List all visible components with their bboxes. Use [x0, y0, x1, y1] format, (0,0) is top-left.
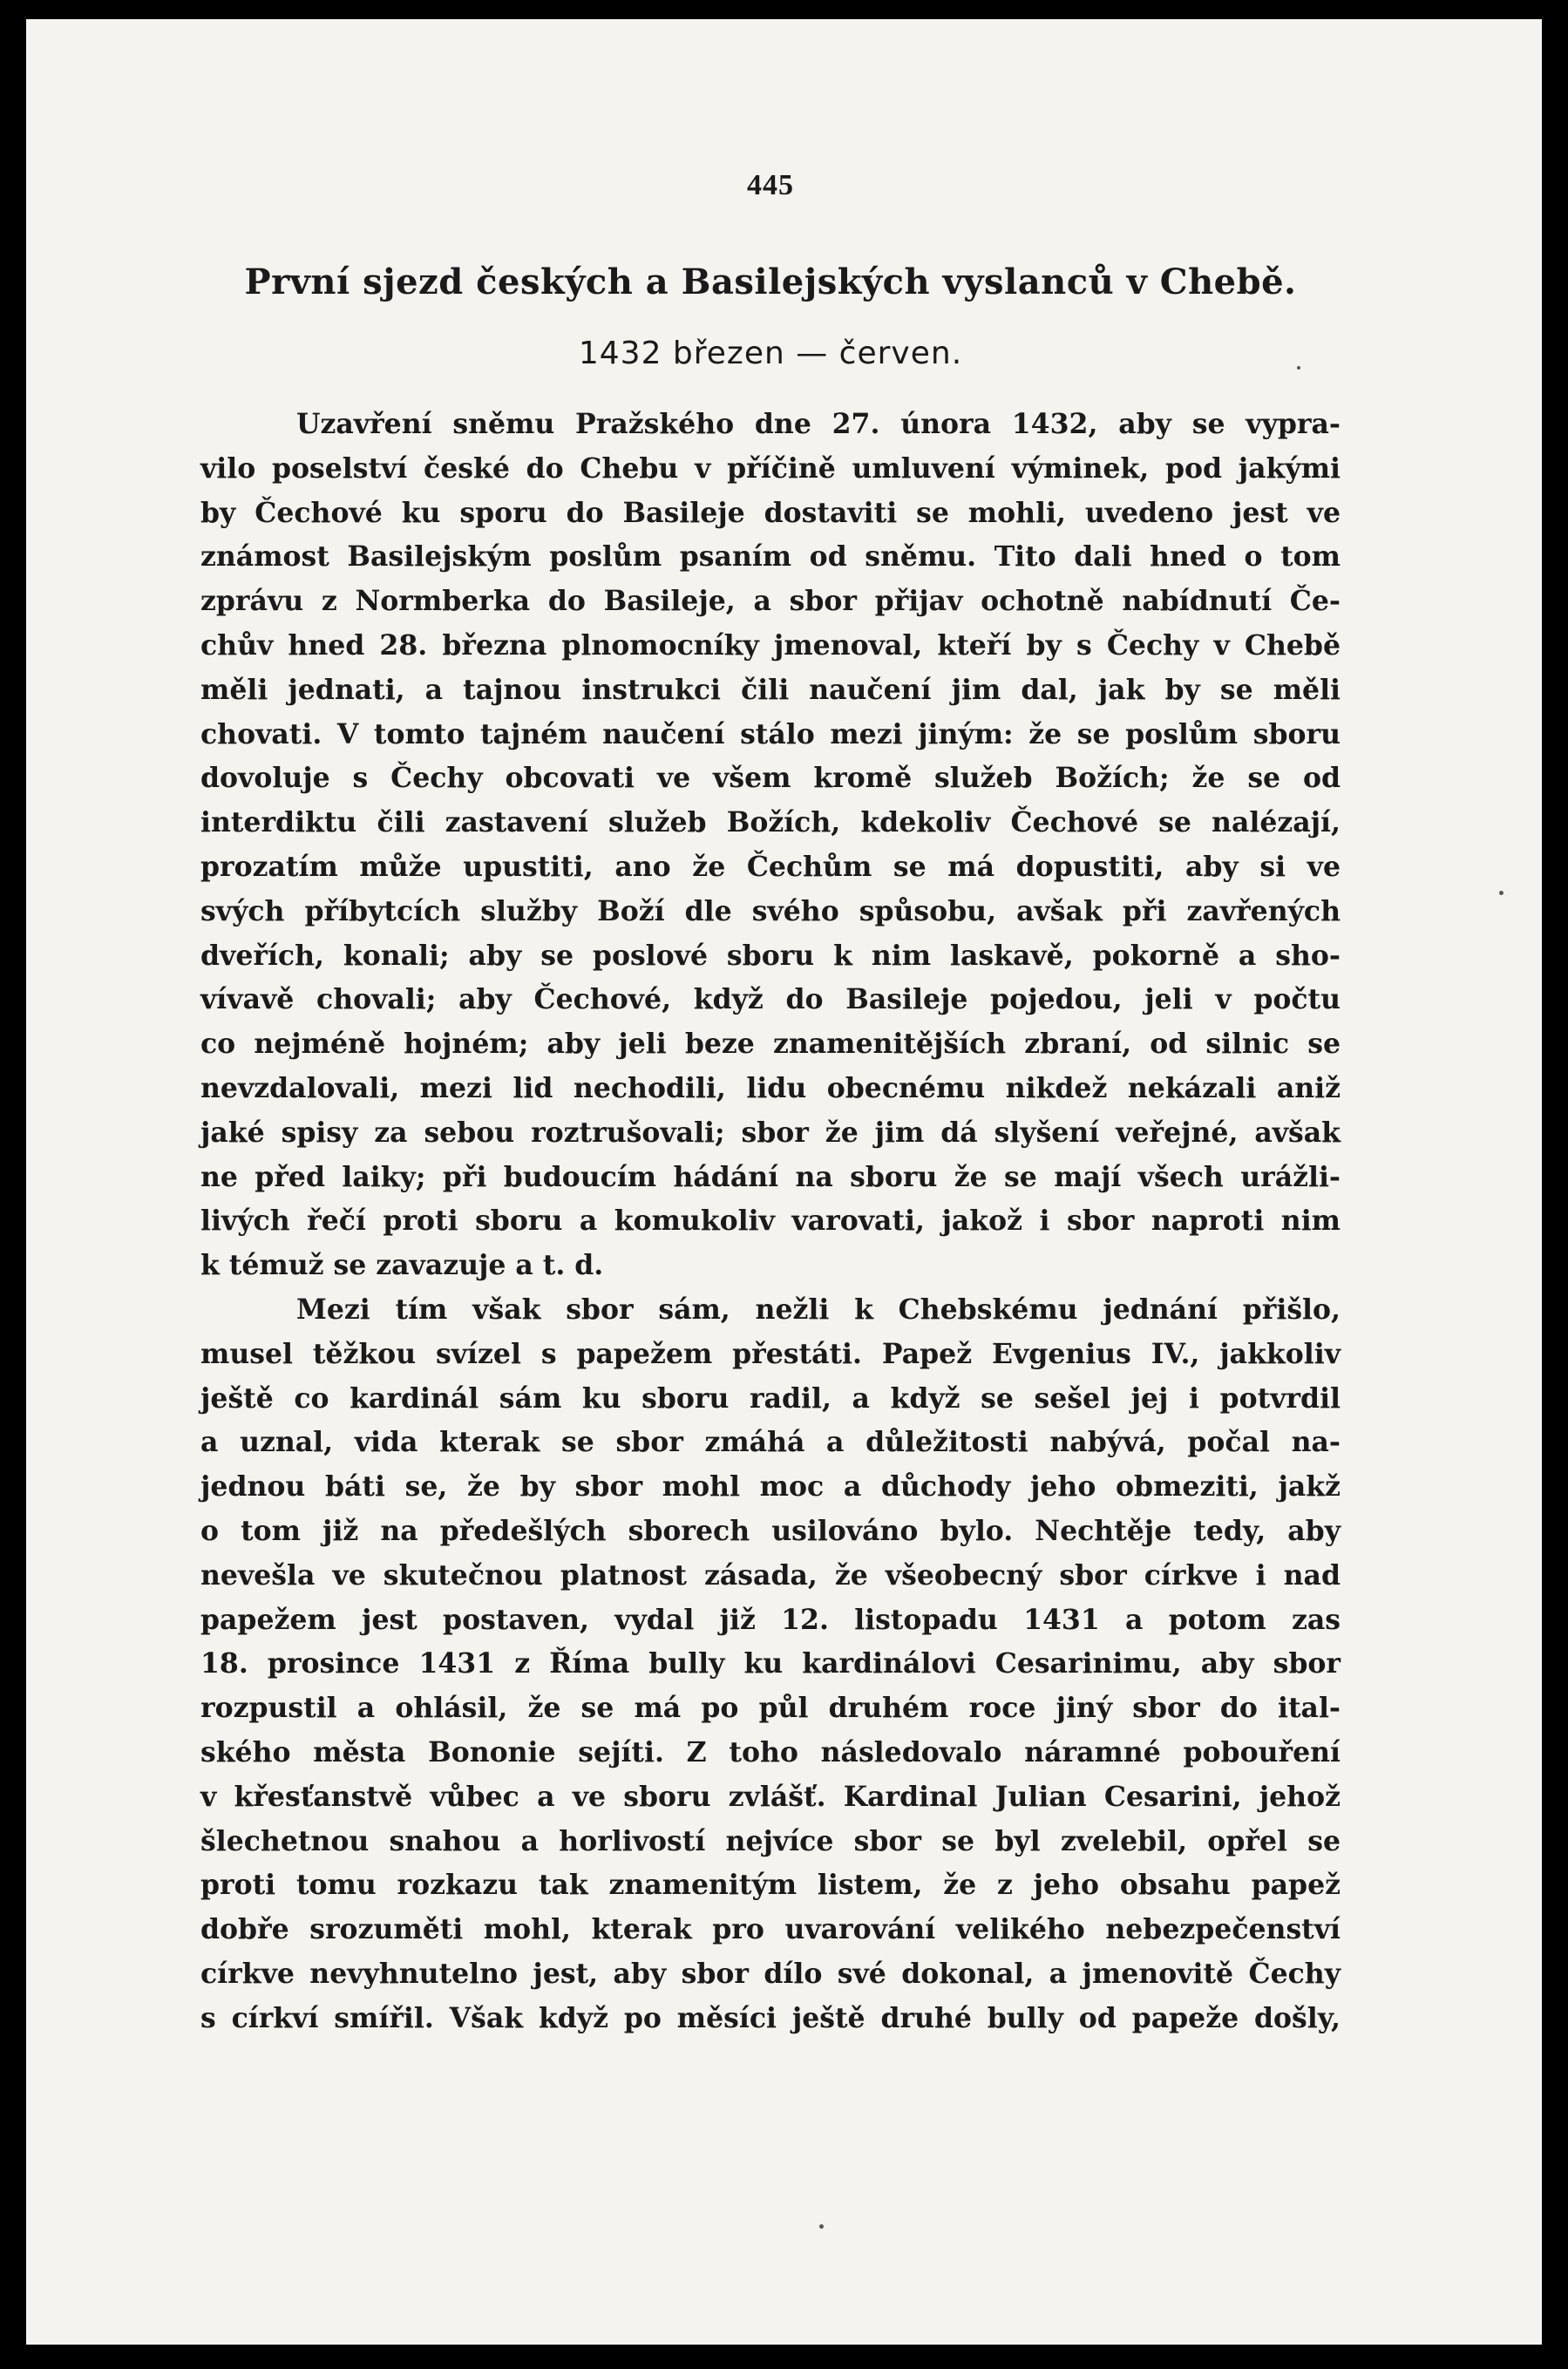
- text-line: co nejméně hojném; aby jeli beze znamenitějších zbraní, od silnic se: [200, 1028, 1341, 1061]
- text-line: by Čechové ku sporu do Basileje dostaviti se mohli, uvedeno jest ve: [200, 496, 1341, 529]
- text-line: jednou báti se, že by sbor mohl moc a důchody jeho obmeziti, jakž: [200, 1470, 1341, 1504]
- text-line: zprávu z Normberka do Basileje, a sbor přijav ochotně nabídnutí Če-: [200, 585, 1341, 618]
- scan-speck: [819, 2224, 824, 2229]
- text-line: dovoluje s Čechy obcovati ve všem kromě služeb Božích; že se od: [200, 762, 1341, 795]
- text-line: proti tomu rozkazu tak znamenitým listem, že z jeho obsahu papež: [200, 1869, 1341, 1902]
- text-line: v křesťanstvě vůbec a ve sboru zvlášť. Kardinal Julian Cesarini, jehož: [200, 1780, 1341, 1813]
- text-line: svých příbytcích služby Boží dle svého spůsobu, avšak při zavřených: [200, 894, 1341, 927]
- text-line: církve nevyhnutelno jest, aby sbor dílo své dokonal, a jmenovitě Čechy: [200, 1957, 1341, 1990]
- date-line: 1432 březen — červen.: [578, 336, 963, 371]
- text-line: 18. prosince 1431 z Říma bully ku kardinálovi Cesarinimu, aby sbor: [200, 1647, 1341, 1680]
- text-line: ještě co kardinál sám ku sboru radil, a když se sešel jej i potvrdil: [200, 1381, 1341, 1415]
- text-line: livých řečí proti sboru a komukoliv varovati, jakož i sbor naproti nim: [200, 1205, 1341, 1238]
- scan-speck: [1499, 891, 1504, 895]
- document-page: [26, 19, 1542, 2345]
- text-line: k témuž se zavazuje a t. d.: [200, 1249, 604, 1282]
- text-line: vilo poselství české do Chebu v příčině umluvení výminek, pod jakými: [200, 451, 1341, 485]
- text-line: jaké spisy za sebou roztrušovali; sbor že jim dá slyšení veřejné, avšak: [200, 1116, 1341, 1149]
- text-line: a uznal, vida kterak se sbor zmáhá a důležitosti nabývá, počal na-: [200, 1426, 1341, 1459]
- text-line: dveřích, konali; aby se poslové sboru k nim laskavě, pokorně a sho-: [200, 939, 1341, 972]
- chapter-title: První sjezd českých a Basilejských vyslanců v Chebě.: [244, 261, 1297, 302]
- text-line: Uzavření sněmu Pražského dne 27. února 1432, aby se vypra-: [296, 408, 1341, 440]
- text-line: o tom již na předešlých sborech usilováno bylo. Nechtěje tedy, aby: [200, 1514, 1341, 1547]
- text-line: Mezi tím však sbor sám, nežli k Chebskému jednání přišlo,: [296, 1293, 1341, 1326]
- text-line: papežem jest postaven, vydal již 12. listopadu 1431 a potom zas: [200, 1603, 1341, 1636]
- text-line: měli jednati, a tajnou instrukci čili naučení jim dal, jak by se měli: [200, 673, 1341, 706]
- text-line: nevzdalovali, mezi lid nechodili, lidu obecnému nikdež nekázali aniž: [200, 1071, 1341, 1104]
- text-line: ského města Bononie sejíti. Z toho následovalo náramné pobouření: [200, 1735, 1341, 1768]
- scan-speck: [1297, 366, 1300, 370]
- text-line: musel těžkou svízel s papežem přestáti. Papež Evgenius IV., jakkoliv: [200, 1337, 1341, 1370]
- text-line: rozpustil a ohlásil, že se má po půl druhém roce jiný sbor do ital-: [200, 1692, 1341, 1725]
- text-line: chovati. V tomto tajném naučení stálo mezi jiným: že se poslům sboru: [200, 717, 1341, 750]
- text-line: nevešla ve skutečnou platnost zásada, že všeobecný sbor církve i nad: [200, 1558, 1341, 1592]
- text-line: známost Basilejským poslům psaním od sněmu. Tito dali hned o tom: [200, 540, 1341, 574]
- page-number: 445: [747, 169, 794, 201]
- body-text: [200, 403, 1341, 2040]
- text-line: vívavě chovali; aby Čechové, když do Basileje pojedou, jeli v počtu: [200, 983, 1341, 1016]
- text-line: chův hned 28. března plnomocníky jmenoval, kteří by s Čechy v Chebě: [200, 628, 1341, 662]
- text-line: interdiktu čili zastavení služeb Božích, kdekoliv Čechové se nalézají,: [200, 806, 1341, 839]
- text-line: šlechetnou snahou a horlivostí nejvíce sbor se byl zvelebil, opřel se: [200, 1824, 1341, 1857]
- text-line: dobře srozuměti mohl, kterak pro uvarování velikého nebezpečenství: [200, 1913, 1341, 1946]
- text-line: s církví smířil. Však když po měsíci ještě druhé bully od papeže došly,: [200, 2001, 1341, 2034]
- text-line: ne před laiky; při budoucím hádání na sboru že se mají všech urážli-: [200, 1160, 1341, 1193]
- text-line: prozatím může upustiti, ano že Čechům se má dopustiti, aby si ve: [200, 850, 1341, 883]
